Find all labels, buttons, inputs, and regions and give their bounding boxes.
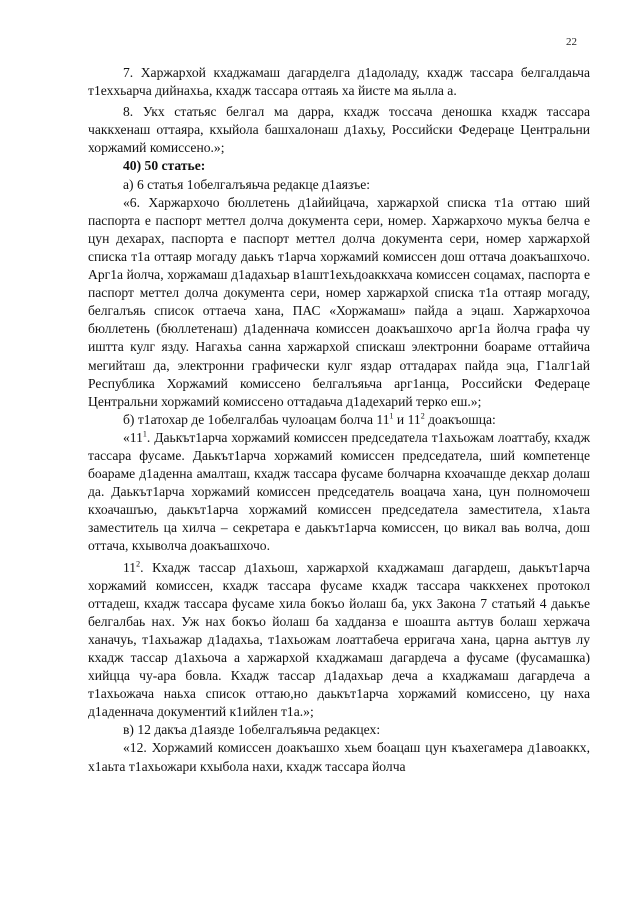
paragraph-part-11-1 xyxy=(88,429,590,556)
section-heading-article-50: 40) 50 статье: xyxy=(123,158,206,174)
paragraph-subitem-a: а) 6 статья 1обелгалъяьча редакце д1аязъе: xyxy=(123,176,371,192)
text-run: . Кхадж тассар д1ахьош, харжархой кхаджамаш дагардеш, даькът1арча хоржамий комиссен, кхадж тассара фусаме кхадж тассара чаккхенех протокол оттадеш, кхадж тассара фусаме хила бокъо йолаш ба, укх Закона 7 статьяй 4 даькъе белгалбаь нах. Уж нах бокъо йолаш ба хадданза е шоашта аьттув болаш хержача ханачуь, т1ахьажар д1адахьа, т1ахьожам лоаттабеча ерригача хана, царна аьттув лу кхадж тассар д1ахьоча а харжархой кхаджамаш дагардеча а фусаме (фусамашка) хийцца чу-ара бовла. Кхадж тассар д1адахьар деча а кхаджамаш дагардеча а т1ахьожача наьха список оттаю,но даькът1арча хоржамий комиссено, цу наха д1аденнача документий к1ийлен т1а.»; xyxy=(88,559,590,720)
superscript: 2 xyxy=(420,411,425,421)
superscript: 1 xyxy=(389,411,394,421)
superscript: 1 xyxy=(142,429,147,439)
paragraph-part-12: «12. Хоржамий комиссен доакъашхо хьем боацаш цун къахегамера д1авоаккх, х1аьта т1ахьожари кхыбола нахи, кхадж тассара йолча xyxy=(88,740,590,774)
text-run: б) т1атохар де 1обелгалбаь чулоацам болча 11 xyxy=(123,411,390,427)
paragraph-part-11-2 xyxy=(88,559,590,722)
paragraph-item-7: 7. Харжархой кхаджамаш дагарделга д1адоладу, кхадж тассара белгалдаьча т1еххьарча дийнахьа, кхадж тассара оттаяь ха йисте ма яьлла а. xyxy=(88,65,590,99)
text-run: 11 xyxy=(123,559,137,575)
paragraph-subitem-b xyxy=(88,411,590,429)
text-run: и 11 xyxy=(393,411,421,427)
text-run: доакъошца: xyxy=(424,411,496,427)
text-run: . Даькът1арча хоржамий комиссен председатела т1ахьожам лоаттабу, кхадж тассара фусаме. Даькът1арча хоржамий комиссен председатела, ший компетенце боараме д1аденна амалташ, кхадж тассара фусаме болчарна кхоачашде декхар долаш да. Даькът1арча хоржамий комиссен председатель воацача хана, цун полномочеш кхоачашъю, даькът1арча хоржамий комиссен председатела заместителa, х1аьта заместитель ца хилча – секретара е даькът1арча комиссен, цо викал ваь волча, дош оттача, кхыволча доакъашхочо. xyxy=(88,429,590,554)
paragraph-part-6: «6. Харжархочо бюллетень д1айийцача, харжархой списка т1а оттаю ший паспорта е паспорт меттел долча документа сери, номер. Харжархочо мукъа белча е цун дехарах, паспорта е паспорт меттел долча документа сери, номер харжархой списка т1а оттаяр могаду даькъ т1арча хоржамий комиссен дош оттача доакъашхочо. Арг1а йолча, хоржамаш д1адахьар в1ашт1ехьдоаккхача комиссен соцамах, паспорта е паспорт меттел долча документа сери, номер харжархой списка т1а оттаяр могаду, белгалъяь список оттаеча хана, ПАС «Хоржамаш» пайда а эцаш. Харжархочоа бюллетень (бюллетенаш) д1аденнача комиссен доакъашхочо арг1а йолча графа чу иштта кулг яздy. Нагахьа санна харжархой спискаш электронни боарамe оттайича мегийташ да, электронни графически кулг яздар оттадарах пайда эца, Г1алг1ай Республика Хоржамий комиссено белгалъяьча арг1анца, Российски Федераце Центральни хоржамий комиссено оттадаьча д1адехарий терко еш.»; xyxy=(88,194,590,409)
paragraph-item-8: 8. Укх статьяс белгал ма дарра, кхадж тоссача деношка кхадж тассара чаккхенаш оттаяра, кхыйола башхалонаш д1ахьу, Российски Федераце Центральни хоржамий комиссено.»; xyxy=(88,104,590,156)
paragraph-subitem-v: в) 12 дакъа д1аязде 1обелгалъяьча редакцех: xyxy=(123,722,381,738)
page-number: 22 xyxy=(566,36,577,48)
text-run: «11 xyxy=(123,429,143,445)
superscript: 2 xyxy=(136,559,141,568)
document-body xyxy=(88,64,590,776)
